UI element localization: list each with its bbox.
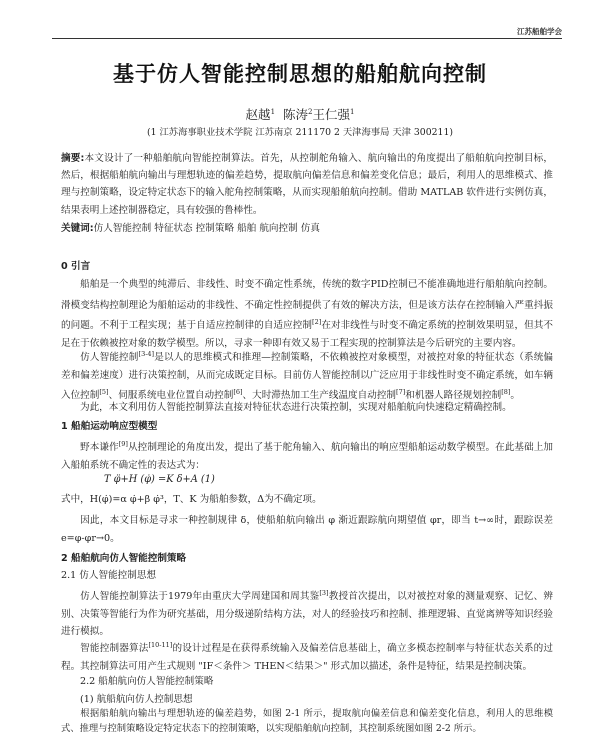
section-heading: 1 船舶运动响应型模型	[61, 421, 158, 432]
header-rule	[52, 38, 562, 39]
paragraph: 式中，H(φ̇)=α φ̇+β φ̇³，T、K 为船舶参数，Δ为不确定项。	[61, 494, 322, 505]
keywords-label: 关键词:	[61, 223, 94, 234]
paragraph: 船舶是一个典型的纯滞后、非线性、时变不确定性系统，传统的数字PID控制已不能准确地进行船舶航向控制。滑模变结构控制理论为船舶运动的非线性、不确定性控制提供了有效的解决方法，但是该方法存在控制输入严重抖振的问题。不利于工程实现；基于自适应控制律的自适应控制[2]在对非线性与时变不确定系统的控制效果明显，但其不足在于依赖被控对象的数学模型。所以，寻求一种即有效又易于工程实现的控制算法是今后研究的主要内容。	[61, 279, 554, 349]
subsection-heading: 2.1 仿人智能控制思想	[61, 570, 157, 581]
author-name: 陈涛	[282, 107, 308, 122]
affiliation: (1 江苏海事职业技术学院 江苏南京 211170 2 天津海事局 天津 300211)	[147, 127, 453, 138]
equation: T φ̈+H (φ̇) =K δ+A (1)	[104, 474, 215, 485]
paper-title: 基于仿人智能控制思想的船舶航向控制	[113, 62, 487, 86]
journal-name: 江苏船舶学会	[517, 27, 562, 36]
paragraph: 仿人智能控制算法于1979年由重庆大学周建国和周其鉴[3]教授首次提出，以对被控对象的测量观察、记忆、辨别、决策等智能行为作为研究基础，用分级递阶结构方法，对人的经验技巧和控制、推理逻辑、直觉离辨等知识经验进行模拟。	[61, 589, 554, 638]
keywords-text: 仿人智能控制 特征状态 控制策略 船舶 航向控制 仿真	[93, 223, 320, 234]
section-heading: 0 引言	[61, 261, 91, 272]
author-line	[0, 105, 600, 123]
abstract-text: 本文设计了一种船舶航向智能控制算法。首先，从控制舵角输入、航向输出的角度提出了船舶航向控制目标，然后，根据船舶航向输出与理想轨迹的偏差趋势，提取航向偏差信息和偏差变化信息；最后，利用人的思维模式、推理与控制策略，设定特定状态下的输入舵角控制策略，从而实现船舶航向控制。借助 MATLAB 软件进行实例仿真，结果表明上述控制器稳定，具有较强的鲁棒性。	[61, 153, 554, 216]
keywords	[61, 220, 553, 237]
author-name: 赵越	[245, 107, 271, 122]
abstract-label: 摘要:	[61, 153, 85, 164]
paragraph: 仿人智能控制[3-4]是以人的思维模式和推理—控制策略，不依赖被控对象模型，对被控对象的特征状态（系统偏差和偏差速度）进行决策控制，从而完成既定目标。目前仿人智能控制以广泛应用于非线性时变不确定系统，如车辆入位控制[5]、伺服系统电业位置自动控制[6]、大时滞热加工生产线温度自动控制[7]和机器人路径规划控制[8]。	[61, 350, 554, 402]
paragraph: 为此，本文利用仿人智能控制算法直接对特征状态进行决策控制，实现对船舶航向快速稳定精确控制。	[80, 402, 512, 413]
author-mark: 1	[270, 107, 276, 116]
subsection-heading: (1) 航船航向仿人控制思想	[80, 694, 193, 705]
paragraph: 根据船舶航向输出与理想轨迹的偏差趋势，如图 2-1 所示，提取航向偏差信息和偏差变化信息，利用人的思维模式、推理与控制策略设定特定状态下的控制策略，以实现船舶航向控制，其控制系统图如图 2-2 所示。	[61, 708, 553, 734]
author-name: 王仁强	[312, 107, 350, 122]
paragraph: 野本谦作[9]从控制理论的角度出发，提出了基于舵角输入、航向输出的响应型船舶运动数学模型。在此基础上加入船舶系统不确定性的表达式为：	[61, 440, 554, 471]
section-heading: 2 船舶航向仿人智能控制策略	[61, 553, 187, 564]
abstract	[61, 150, 553, 219]
subsection-heading: 2.2 船舶航向仿人智能控制策略	[80, 676, 214, 687]
author-mark: 1	[349, 107, 355, 116]
author-mark: 2	[308, 107, 313, 116]
paragraph: 因此，本文目标是寻求一种控制规律 δ，使船舶航向输出 φ 渐近跟踪航向期望值 φr，即当 t→∞时，跟踪误差 e=φ-φr→0。	[61, 515, 553, 544]
paragraph: 智能控制器算法[10-11]的设计过程是在获得系统输入及偏差信息基础上，确立多模态控制率与特征状态关系的过程。其控制算法可用产生式规则 "IF＜条件＞ THEN＜结果＞" 形式加以描述，条件是特征，结果是控制决策。	[61, 641, 554, 672]
